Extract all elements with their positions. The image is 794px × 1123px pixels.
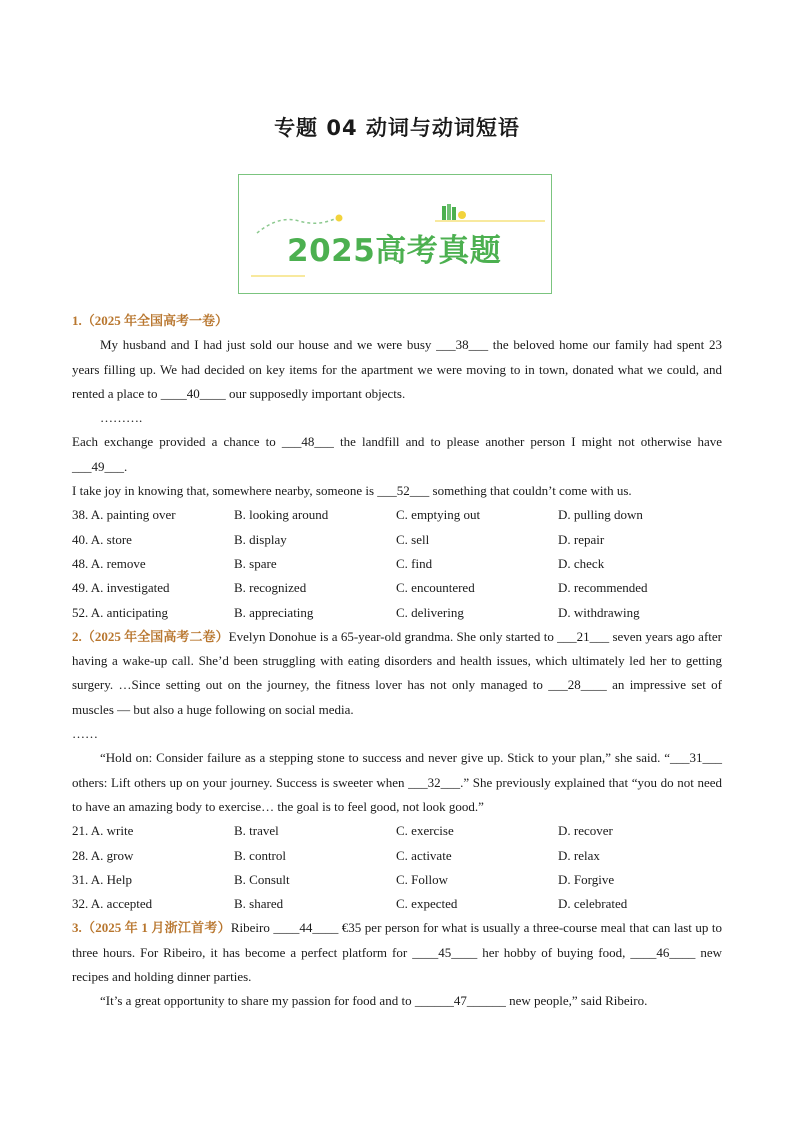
option: B. shared xyxy=(234,896,284,912)
option: 21. A. write xyxy=(72,823,134,839)
option-row xyxy=(72,552,722,576)
option: B. travel xyxy=(234,823,279,839)
option: D. relax xyxy=(558,847,600,863)
option: D. recommended xyxy=(558,580,648,596)
option: C. Follow xyxy=(396,871,449,887)
option-row xyxy=(72,819,722,843)
option-row xyxy=(72,601,722,625)
option: 32. A. accepted xyxy=(72,896,153,912)
option: B. control xyxy=(234,847,286,863)
option: B. spare xyxy=(234,555,277,571)
banner-text: 2025高考真题 xyxy=(287,233,502,269)
option: D. pulling down xyxy=(558,507,643,523)
option: D. withdrawing xyxy=(558,604,640,620)
question-2-ellipsis: …… xyxy=(72,726,98,742)
option-row xyxy=(72,844,722,868)
option: D. celebrated xyxy=(558,896,628,912)
option: 28. A. grow xyxy=(72,847,134,863)
option: C. emptying out xyxy=(396,507,481,523)
option: C. exercise xyxy=(396,823,454,839)
option: C. delivering xyxy=(396,604,464,620)
question-3-head: 3.（2025 年 1 月浙江首考） xyxy=(72,920,231,936)
question-1-head: 1.（2025 年全国高考一卷） xyxy=(72,313,229,328)
question-1-ellipsis: ………. xyxy=(100,410,143,426)
question-1-para-2: Each exchange provided a chance to ___48___ the landfill and to please another person I might not otherwise have ___49___. xyxy=(72,434,722,474)
page-title: 专题 04 动词与动词短语 xyxy=(274,116,520,140)
question-3-text: Ribeiro ____44____ €35 per person for what is usually a three-course meal that can last up to three hours. For Ribeiro, it has become a perfect platform for ____45____ her hobby of buying food, ____46____ new recipes and holding dinner parties. xyxy=(72,920,722,985)
question-2-para-2: “Hold on: Consider failure as a stepping stone to success and never give up. Stick to your plan,” she said. “___31___ others: Lift others up on your journey. Success is sweeter when ___32___.” She previously explained that “you do not need to have an amazing body to exercise… the goal is to feel good, not look good.” xyxy=(72,750,722,814)
option: B. recognized xyxy=(234,580,307,596)
option: 52. A. anticipating xyxy=(72,604,169,620)
option: C. find xyxy=(396,555,433,571)
option: B. display xyxy=(234,531,287,547)
question-2-para-1 xyxy=(72,625,722,722)
question-2-head: 2.（2025 年全国高考二卷） xyxy=(72,628,229,644)
option: C. expected xyxy=(396,896,458,912)
option: B. Consult xyxy=(234,871,290,887)
option: B. appreciating xyxy=(234,604,314,620)
banner xyxy=(238,174,552,294)
option: 40. A. store xyxy=(72,531,132,547)
option-row xyxy=(72,528,722,552)
option: D. repair xyxy=(558,531,605,547)
option: D. recover xyxy=(558,823,613,839)
option-row xyxy=(72,576,722,600)
option: C. sell xyxy=(396,531,430,547)
question-1-para-3: I take joy in knowing that, somewhere nearby, someone is ___52___ something that couldn’t come with us. xyxy=(72,483,632,499)
main-content xyxy=(72,309,722,1014)
option: 38. A. painting over xyxy=(72,507,176,523)
option: 48. A. remove xyxy=(72,555,146,571)
option: 49. A. investigated xyxy=(72,580,170,596)
option: B. looking around xyxy=(234,507,329,523)
option-row xyxy=(72,868,722,892)
option: D. Forgive xyxy=(558,871,615,887)
question-2-text: Evelyn Donohue is a 65-year-old grandma. She only started to ___21___ seven years ago after having a wake-up call. She’d been struggling with eating disorders and health issues, which ultimately led her to getting surgery. …Since setting out on the journey, the fitness lover has not only managed to ___28____ an impressive set of muscles — but also a huge following on social media. xyxy=(72,628,722,717)
question-3-para-2: “It’s a great opportunity to share my passion for food and to ______47______ new people,” said Ribeiro. xyxy=(100,993,648,1009)
option: 31. A. Help xyxy=(72,871,132,887)
question-3-para-1 xyxy=(72,916,722,989)
option-row xyxy=(72,892,722,916)
question-1-para-1: My husband and I had just sold our house and we were busy ___38___ the beloved home our family had spent 23 years filling up. We had decided on key items for the apartment we were moving to in town, donated what we could, and rented a place to ____40____ our supposedly important objects. xyxy=(72,337,722,401)
option: C. encountered xyxy=(396,580,475,596)
option: D. check xyxy=(558,555,605,571)
option: C. activate xyxy=(396,847,452,863)
option-row xyxy=(72,503,722,527)
